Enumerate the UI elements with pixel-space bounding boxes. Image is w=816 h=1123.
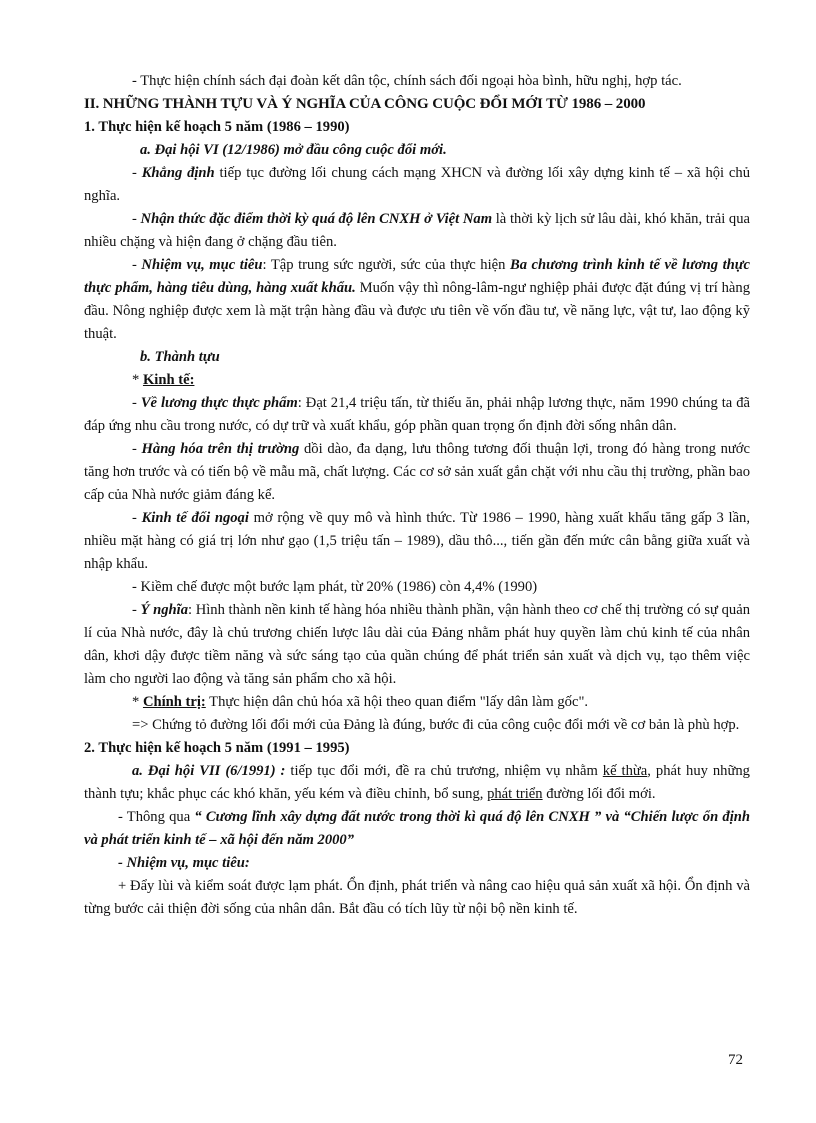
paragraph-nhan-thuc: - Nhận thức đặc điểm thời kỳ quá độ lên CNXH ở Việt Nam là thời kỳ lịch sử lâu dài, khó khăn, trải qua nhiều chặng và hiện đang ở chặng đầu tiên. [84,211,750,250]
label-kinh-te: * Kinh tế: [132,372,195,388]
paragraph-y-nghia: - Ý nghĩa: Hình thành nền kinh tế hàng hóa nhiều thành phần, vận hành theo cơ chế thị trường có sự quản lí của Nhà nước, đây là chủ trương chiến lược lâu dài của Đảng nhằm phát huy quyền làm chủ kinh tế của nhân dân, khơi dậy được tiềm năng và sức sáng tạo của quần chúng để phát triển sản xuất và dịch vụ, tạo thêm việc làm cho người lao động và tăng sản phẩm cho xã hội. [84,602,750,687]
paragraph-dai-hoi-vii: a. Đại hội VII (6/1991) : tiếp tục đổi mới, đề ra chủ trương, nhiệm vụ nhằm kế thừa, phát huy những thành tựu; khắc phục các khó khăn, yếu kém và điều chỉnh, bổ sung, phát triển đường lối đổi mới. [84,763,750,802]
paragraph-luong-thuc: - Về lương thực thực phẩm: Đạt 21,4 triệu tấn, từ thiếu ăn, phải nhập lương thực, năm 1990 chúng ta đã đáp ứng nhu cầu trong nước, có dự trữ và xuất khẩu, góp phần quan trọng ổn định đời sống nhân dân. [84,395,750,434]
paragraph-lam-phat: - Kiềm chế được một bước lạm phát, từ 20% (1986) còn 4,4% (1990) [132,579,538,595]
paragraph-nhiem-vu: - Nhiệm vụ, mục tiêu: Tập trung sức người, sức của thực hiện Ba chương trình kinh tế về lương thực thực phẩm, hàng tiêu dùng, hàng xuất khẩu. Muốn vậy thì nông-lâm-ngư nghiệp phải được đặt đúng vị trí hàng đầu. Nông nghiệp được xem là mặt trận hàng đầu và được ưu tiên về vốn đầu tư, về năng lực, vật tư, lao động kỹ thuật. [84,257,751,342]
subheading-dai-hoi-vi: a. Đại hội VI (12/1986) mở đầu công cuộc đổi mới. [140,142,447,158]
document-page [84,70,750,921]
paragraph-kinh-te-doi-ngoai: - Kinh tế đối ngoại mở rộng về quy mô và hình thức. Từ 1986 – 1990, hàng xuất khẩu tăng gấp 3 lần, nhiều mặt hàng có giá trị lớn như gạo (1,5 triệu tấn – 1989), dầu thô..., tiến gần đến mức cân bằng giữa xuất và nhập khẩu. [84,510,750,572]
paragraph-policy: - Thực hiện chính sách đại đoàn kết dân tộc, chính sách đối ngoại hòa bình, hữu nghị, hợp tác. [132,73,682,89]
label-nhiem-vu-muc-tieu: - Nhiệm vụ, mục tiêu: [118,855,250,871]
paragraph-day-lui-lam-phat: + Đẩy lùi và kiểm soát được lạm phát. Ổn định, phát triển và nâng cao hiệu quả sản xuất xã hội. Ổn định và từng bước cải thiện đời sống của nhân dân. Bắt đầu có tích lũy từ nội bộ nền kinh tế. [84,878,750,917]
page-number: 72 [728,1052,743,1068]
subheading-thanh-tuu: b. Thành tựu [140,349,220,365]
subsection-heading-1: 1. Thực hiện kế hoạch 5 năm (1986 – 1990) [84,119,350,135]
subsection-heading-2: 2. Thực hiện kế hoạch 5 năm (1991 – 1995) [84,740,350,756]
paragraph-thong-qua: - Thông qua “ Cương lĩnh xây dựng đất nước trong thời kì quá độ lên CNXH ” và “Chiến lược ổn định và phát triển kinh tế – xã hội đến năm 2000” [84,809,750,848]
paragraph-hang-hoa: - Hàng hóa trên thị trường dồi dào, đa dạng, lưu thông tương đối thuận lợi, trong đó hàng trong nước tăng hơn trước và có tiến bộ về mẫu mã, chất lượng. Các cơ sở sản xuất gắn chặt với nhu cầu thị trường, phần bao cấp của Nhà nước giảm đáng kể. [84,441,751,503]
paragraph-conclusion: => Chứng tỏ đường lối đổi mới của Đảng là đúng, bước đi của công cuộc đổi mới về cơ bản là phù hợp. [132,717,740,733]
paragraph-chinh-tri: * Chính trị: Thực hiện dân chủ hóa xã hội theo quan điểm "lấy dân làm gốc". [132,694,589,710]
paragraph-khang-dinh: - Khẳng định tiếp tục đường lối chung cách mạng XHCN và đường lối xây dựng kinh tế – xã hội chủ nghĩa. [84,165,750,204]
section-heading-ii: II. NHỮNG THÀNH TỰU VÀ Ý NGHĨA CỦA CÔNG CUỘC ĐỔI MỚI TỪ 1986 – 2000 [84,96,646,112]
